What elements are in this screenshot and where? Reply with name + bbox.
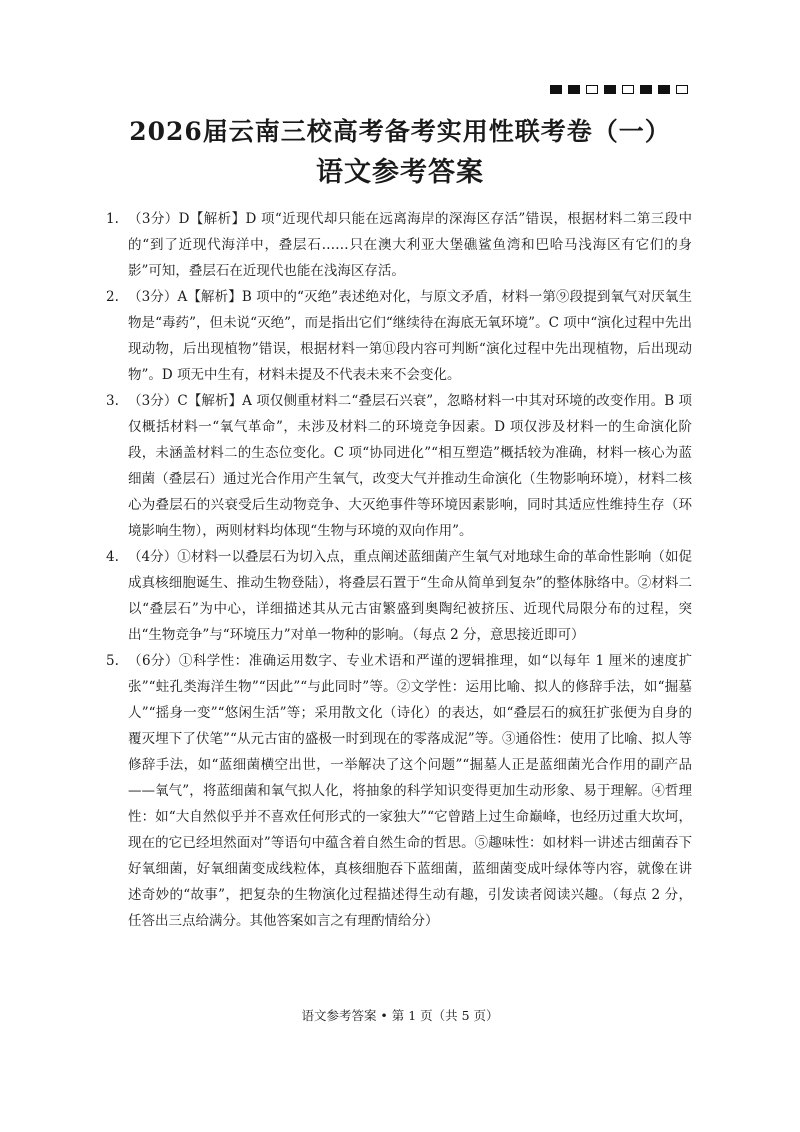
- item-number: 4.: [106, 549, 119, 565]
- page-mark: [586, 85, 598, 94]
- answer-list: [106, 206, 692, 934]
- page-mark: [658, 85, 670, 94]
- item-body: [128, 388, 692, 544]
- answer-item-2: [106, 284, 692, 388]
- exam-title: 2026届云南三校高考备考实用性联考卷（一）: [129, 117, 671, 146]
- answer-item-4: [106, 544, 692, 648]
- item-text: ①科学性：准确运用数字、专业术语和严谨的逻辑推理，如“以每年 1 厘米的速度扩张”“蛀孔类海洋生物”“因此”“与此同时”等。②文学性：运用比喻、拟人的修辞手法，如“掘墓人”“摇身一变”“悠闲生活”等；采用散文化（诗化）的表达，如“叠层石的疯狂扩张便为自身的覆灭埋下了伏笔”“从元古宙的盛极一时到现在的零落成泥”等。③通俗性：使用了比喻、拟人等修辞手法，如“蓝细菌横空出世，一举解决了这个问题”“掘墓人正是蓝细菌光合作用的副产品——氧气”，将蓝细菌和氧气拟人化，将抽象的科学知识变得更加生动形象、易于理解。④哲理性：如“大自然似乎并不喜欢任何形式的一家独大”“它曾踏上过生命巅峰，也经历过重大坎坷，现在的它已经坦然面对”等语句中蕴含着自然生命的哲思。⑤趣味性：如材料一讲述古细菌吞下好氧细菌，好氧细菌变成线粒体，真核细胞吞下蓝细菌，蓝细菌变成叶绿体等内容，就像在讲述奇妙的“故事”，把复杂的生物演化过程描述得生动有趣，引发读者阅读兴趣。（每点 2 分，任答出三点给满分。其他答案如言之有理酌情给分）: [128, 653, 693, 929]
- item-number: 2.: [106, 289, 119, 305]
- item-score: （3分）C: [128, 393, 188, 409]
- page-mark: [568, 85, 580, 94]
- item-text: 【解析】A 项仅侧重材料二“叠层石兴衰”，忽略材料一中其对环境的改变作用。B 项仅概括材料一“氧气革命”，未涉及材料二的环境竞争因素。D 项仅涉及材料一的生命演化阶段，未涵盖材料二的生态位变化。C 项“协同进化”“相互塑造”概括较为准确，材料一核心为蓝细菌（叠层石）通过光合作用产生氧气，改变大气并推动生命演化（生物影响环境），材料二核心为叠层石的兴衰受后生动物竞争、大灭绝事件等环境因素影响，同时其适应性维持生存（环境影响生物），两则材料均体现“生物与环境的双向作用”。: [128, 393, 693, 539]
- item-body: [128, 284, 692, 388]
- answer-item-3: [106, 388, 692, 544]
- item-score: （3分）A: [128, 289, 188, 305]
- item-text: 【解析】B 项中的“灭绝”表述绝对化，与原文矛盾，材料一第⑨段提到氧气对厌氧生物是“毒药”，但未说“灭绝”，而是指出它们“继续待在海底无氧环境”。C 项中“演化过程中先出现动物，后出现植物”错误，根据材料一第⑪段内容可判断“演化过程中先出现植物，后出现动物”。D 项无中生有，材料未提及不代表未来不会变化。: [128, 289, 692, 383]
- item-score: （4分）: [128, 549, 178, 565]
- item-body: [128, 648, 692, 934]
- item-text: 【解析】D 项“近现代却只能在远离海岸的深海区存活”错误，根据材料二第三段中的“到了近现代海洋中，叠层石……只在澳大利亚大堡礁鲨鱼湾和巴哈马浅海区有它们的身影”可知，叠层石在近现代也能在浅海区存活。: [128, 211, 692, 279]
- answer-item-1: [106, 206, 692, 284]
- item-score: （6分）: [128, 653, 179, 669]
- item-number: 3.: [106, 393, 119, 409]
- item-body: [128, 206, 692, 284]
- page-footer: 语文参考答案 • 第 1 页（共 5 页）: [301, 1008, 499, 1023]
- item-number: 5.: [106, 653, 119, 669]
- answer-title: 语文参考答案: [316, 157, 484, 188]
- page-mark: [640, 85, 652, 94]
- item-body: [128, 544, 692, 648]
- page-mark: [550, 85, 562, 94]
- page-mark: [604, 85, 616, 94]
- item-text: ①材料一以叠层石为切入点，重点阐述蓝细菌产生氧气对地球生命的革命性影响（如促成真核细胞诞生、推动生物登陆），将叠层石置于“生命从简单到复杂”的整体脉络中。②材料二以“叠层石”为中心，详细描述其从元古宙繁盛到奥陶纪被挤压、近现代局限分布的过程，突出“生物竞争”与“环境压力”对单一物种的影响。（每点 2 分，意思接近即可）: [128, 549, 693, 643]
- item-number: 1.: [106, 211, 119, 227]
- answer-item-5: [106, 648, 692, 934]
- page-marks: [550, 85, 688, 94]
- item-score: （3分）D: [128, 211, 190, 227]
- page-mark: [622, 85, 634, 94]
- page-mark: [676, 85, 688, 94]
